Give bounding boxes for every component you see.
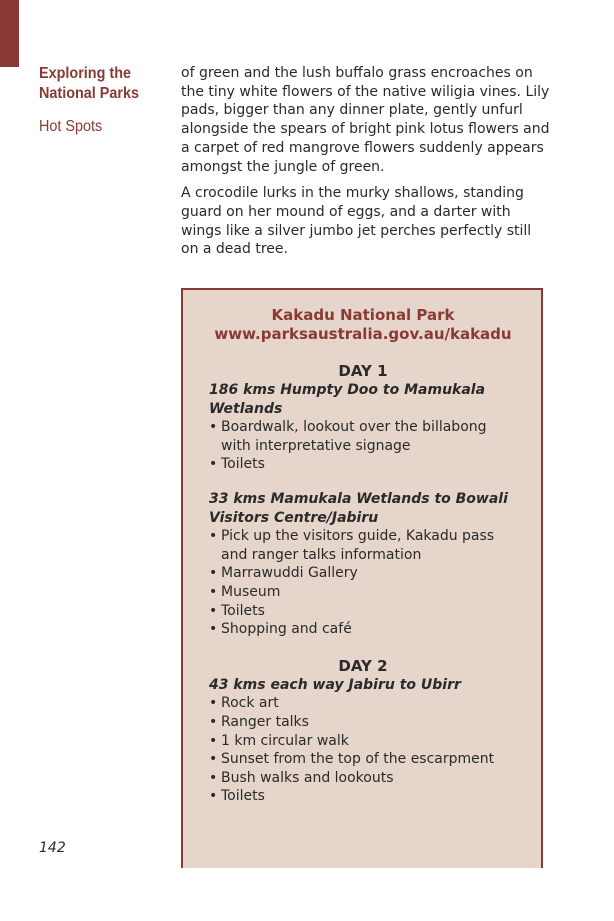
list-item: • Marrawuddi Gallery	[209, 564, 517, 583]
list-item: • Boardwalk, lookout over the billabong with interpretative signage	[209, 418, 517, 455]
info-box	[181, 288, 543, 868]
list-item: • Toilets	[209, 455, 517, 474]
list-item: • Sunset from the top of the escarpment	[209, 750, 517, 769]
corner-tab	[0, 0, 19, 67]
body-text	[181, 64, 551, 267]
list-item: • Ranger talks	[209, 713, 517, 732]
subsection-title: Hot Spots	[39, 118, 103, 135]
route-heading: 186 kms Humpty Doo to Mamukala Wetlands	[209, 382, 486, 417]
list-item: • Museum	[209, 583, 517, 602]
bullet-list	[209, 694, 517, 806]
list-item: • Rock art	[209, 694, 517, 713]
list-item: • Bush walks and lookouts	[209, 769, 517, 788]
section-title: Exploring the National Parks	[39, 65, 140, 102]
list-item: • 1 km circular walk	[209, 732, 517, 751]
list-item: • Shopping and café	[209, 620, 517, 639]
route-heading: 33 kms Mamukala Wetlands to Bowali Visitors Centre/Jabiru	[209, 490, 508, 526]
body-paragraph: A crocodile lurks in the murky shallows, standing guard on her mound of eggs, and a darter with wings like a silver jumbo jet perches perfectly still on a dead tree.	[181, 185, 532, 258]
box-title: Kakadu National Park	[271, 306, 455, 324]
bullet-list	[209, 418, 517, 474]
list-item: • Toilets	[209, 787, 517, 806]
bullet-list	[209, 527, 517, 639]
park-url-link[interactable]: www.parksaustralia.gov.au/kakadu	[214, 325, 512, 343]
day-1-heading: DAY 1	[338, 362, 388, 380]
list-item: • Toilets	[209, 602, 517, 621]
page-number: 142	[39, 840, 66, 856]
day-2-heading: DAY 2	[338, 656, 388, 675]
route-heading: 43 kms each way Jabiru to Ubirr	[209, 676, 461, 693]
list-item: • Pick up the visitors guide, Kakadu pass and ranger talks information	[209, 527, 517, 564]
body-paragraph: of green and the lush buffalo grass encroaches on the tiny white flowers of the native wiligia vines. Lily pads, bigger than any dinner plate, gently unfurl alongside the spears of bright pink lotus flowers and a carpet of red mangrove flowers suddenly appears amongst the jungle of green.	[181, 65, 550, 175]
